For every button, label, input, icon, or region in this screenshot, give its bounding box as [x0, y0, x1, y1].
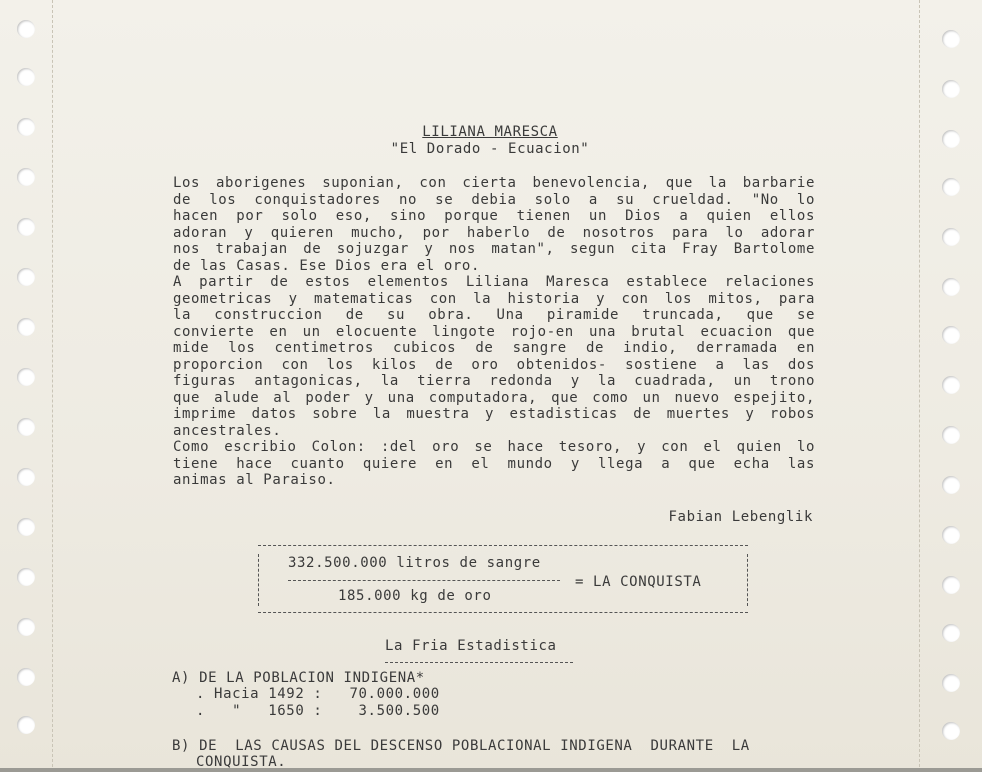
statistics-title: La Fria Estadistica: [385, 638, 557, 654]
body-line: geometricas y matematicas con la historia y con los mitos, para: [173, 290, 815, 307]
feed-hole: [942, 576, 960, 594]
feed-hole: [942, 130, 960, 148]
body-line: convierte en un elocuente lingote rojo-en una brutal ecuacion que: [173, 323, 815, 340]
feed-hole: [942, 426, 960, 444]
feed-hole: [942, 526, 960, 544]
population-row: . " 1650 : 3.500.500: [196, 703, 440, 719]
body-text: [173, 175, 815, 489]
body-line: nos trabajan de sojuzgar y nos matan", segun cita Fray Bartolome: [173, 241, 815, 257]
body-line: hacen por solo eso, sino porque tienen un Dios a quien ellos: [173, 208, 815, 224]
section-b-heading-continued: CONQUISTA.: [196, 754, 287, 770]
feed-hole: [17, 118, 35, 136]
feed-hole: [17, 20, 35, 38]
section-b-heading: B) DE LAS CAUSAS DEL DESCENSO POBLACIONAL INDIGENA DURANTE LA: [172, 738, 750, 754]
body-line: mide los centimetros cubicos de sangre de indio, derramada en: [173, 340, 815, 356]
body-line: A partir de estos elementos Liliana Maresca establece relaciones: [173, 274, 815, 290]
body-line: de las Casas. Ese Dios era el oro.: [173, 257, 480, 274]
feed-hole: [17, 318, 35, 336]
formula-numerator: 332.500.000 litros de sangre: [288, 555, 541, 571]
formula-denominator: 185.000 kg de oro: [338, 588, 492, 604]
formula-box-left-edge: [258, 554, 259, 606]
feed-hole: [942, 278, 960, 296]
feed-hole: [17, 618, 35, 636]
feed-hole: [942, 178, 960, 196]
feed-hole: [17, 218, 35, 236]
feed-hole: [942, 326, 960, 344]
feed-hole: [942, 624, 960, 642]
feed-hole: [17, 668, 35, 686]
body-line: proporcion con los kilos de oro obtenidos- sostiene a las dos: [173, 356, 815, 373]
document-title: LILIANA MARESCA: [422, 124, 558, 140]
formula-box-right-edge: [747, 554, 748, 606]
body-line: Los aborigenes suponian, con cierta benevolencia, que la barbarie: [173, 175, 815, 191]
section-a-heading: A) DE LA POBLACION INDIGENA*: [172, 670, 425, 686]
body-line: figuras antagonicas, la tierra redonda y la cuadrada, un trono: [173, 373, 815, 389]
feed-hole: [17, 368, 35, 386]
feed-hole: [17, 68, 35, 86]
feed-hole: [17, 168, 35, 186]
feed-hole: [17, 716, 35, 734]
feed-hole: [942, 376, 960, 394]
feed-hole: [942, 30, 960, 48]
feed-hole: [942, 674, 960, 692]
author-signature: Fabian Lebenglik: [668, 509, 813, 525]
body-line: tiene hace cuanto quiere en el mundo y llega a que echa las: [173, 455, 815, 472]
body-line: de los conquistadores no se debia solo a su crueldad. "No lo: [173, 191, 815, 208]
feed-hole: [942, 80, 960, 98]
body-line: ancestrales.: [173, 422, 282, 439]
page-bottom-edge: [0, 768, 982, 772]
left-tractor-strip: [0, 0, 53, 772]
formula-result: = LA CONQUISTA: [575, 574, 702, 590]
body-line: la construccion de su obra. Una piramide truncada, que se: [173, 307, 815, 323]
body-line: imprime datos sobre la muestra y estadisticas de muertes y robos: [173, 406, 815, 422]
right-tractor-strip: [919, 0, 982, 772]
feed-hole: [17, 268, 35, 286]
body-line: Como escribio Colon: :del oro se hace tesoro, y con el quien lo: [173, 439, 815, 455]
statistics-title-underline: [385, 662, 573, 663]
population-row: . Hacia 1492 : 70.000.000: [196, 686, 440, 702]
feed-hole: [942, 722, 960, 740]
feed-hole: [942, 228, 960, 246]
feed-hole: [17, 568, 35, 586]
document-subtitle: "El Dorado - Ecuacion": [390, 141, 590, 157]
feed-hole: [942, 476, 960, 494]
feed-hole: [17, 518, 35, 536]
body-line: adoran y quieren mucho, por haberlo de nosotros para lo adorar: [173, 224, 815, 241]
body-line: que alude al poder y una computadora, que como un nuevo espejito,: [173, 389, 815, 406]
body-line: animas al Paraiso.: [173, 472, 336, 488]
feed-hole: [17, 468, 35, 486]
feed-hole: [17, 418, 35, 436]
fraction-line: [288, 580, 560, 581]
